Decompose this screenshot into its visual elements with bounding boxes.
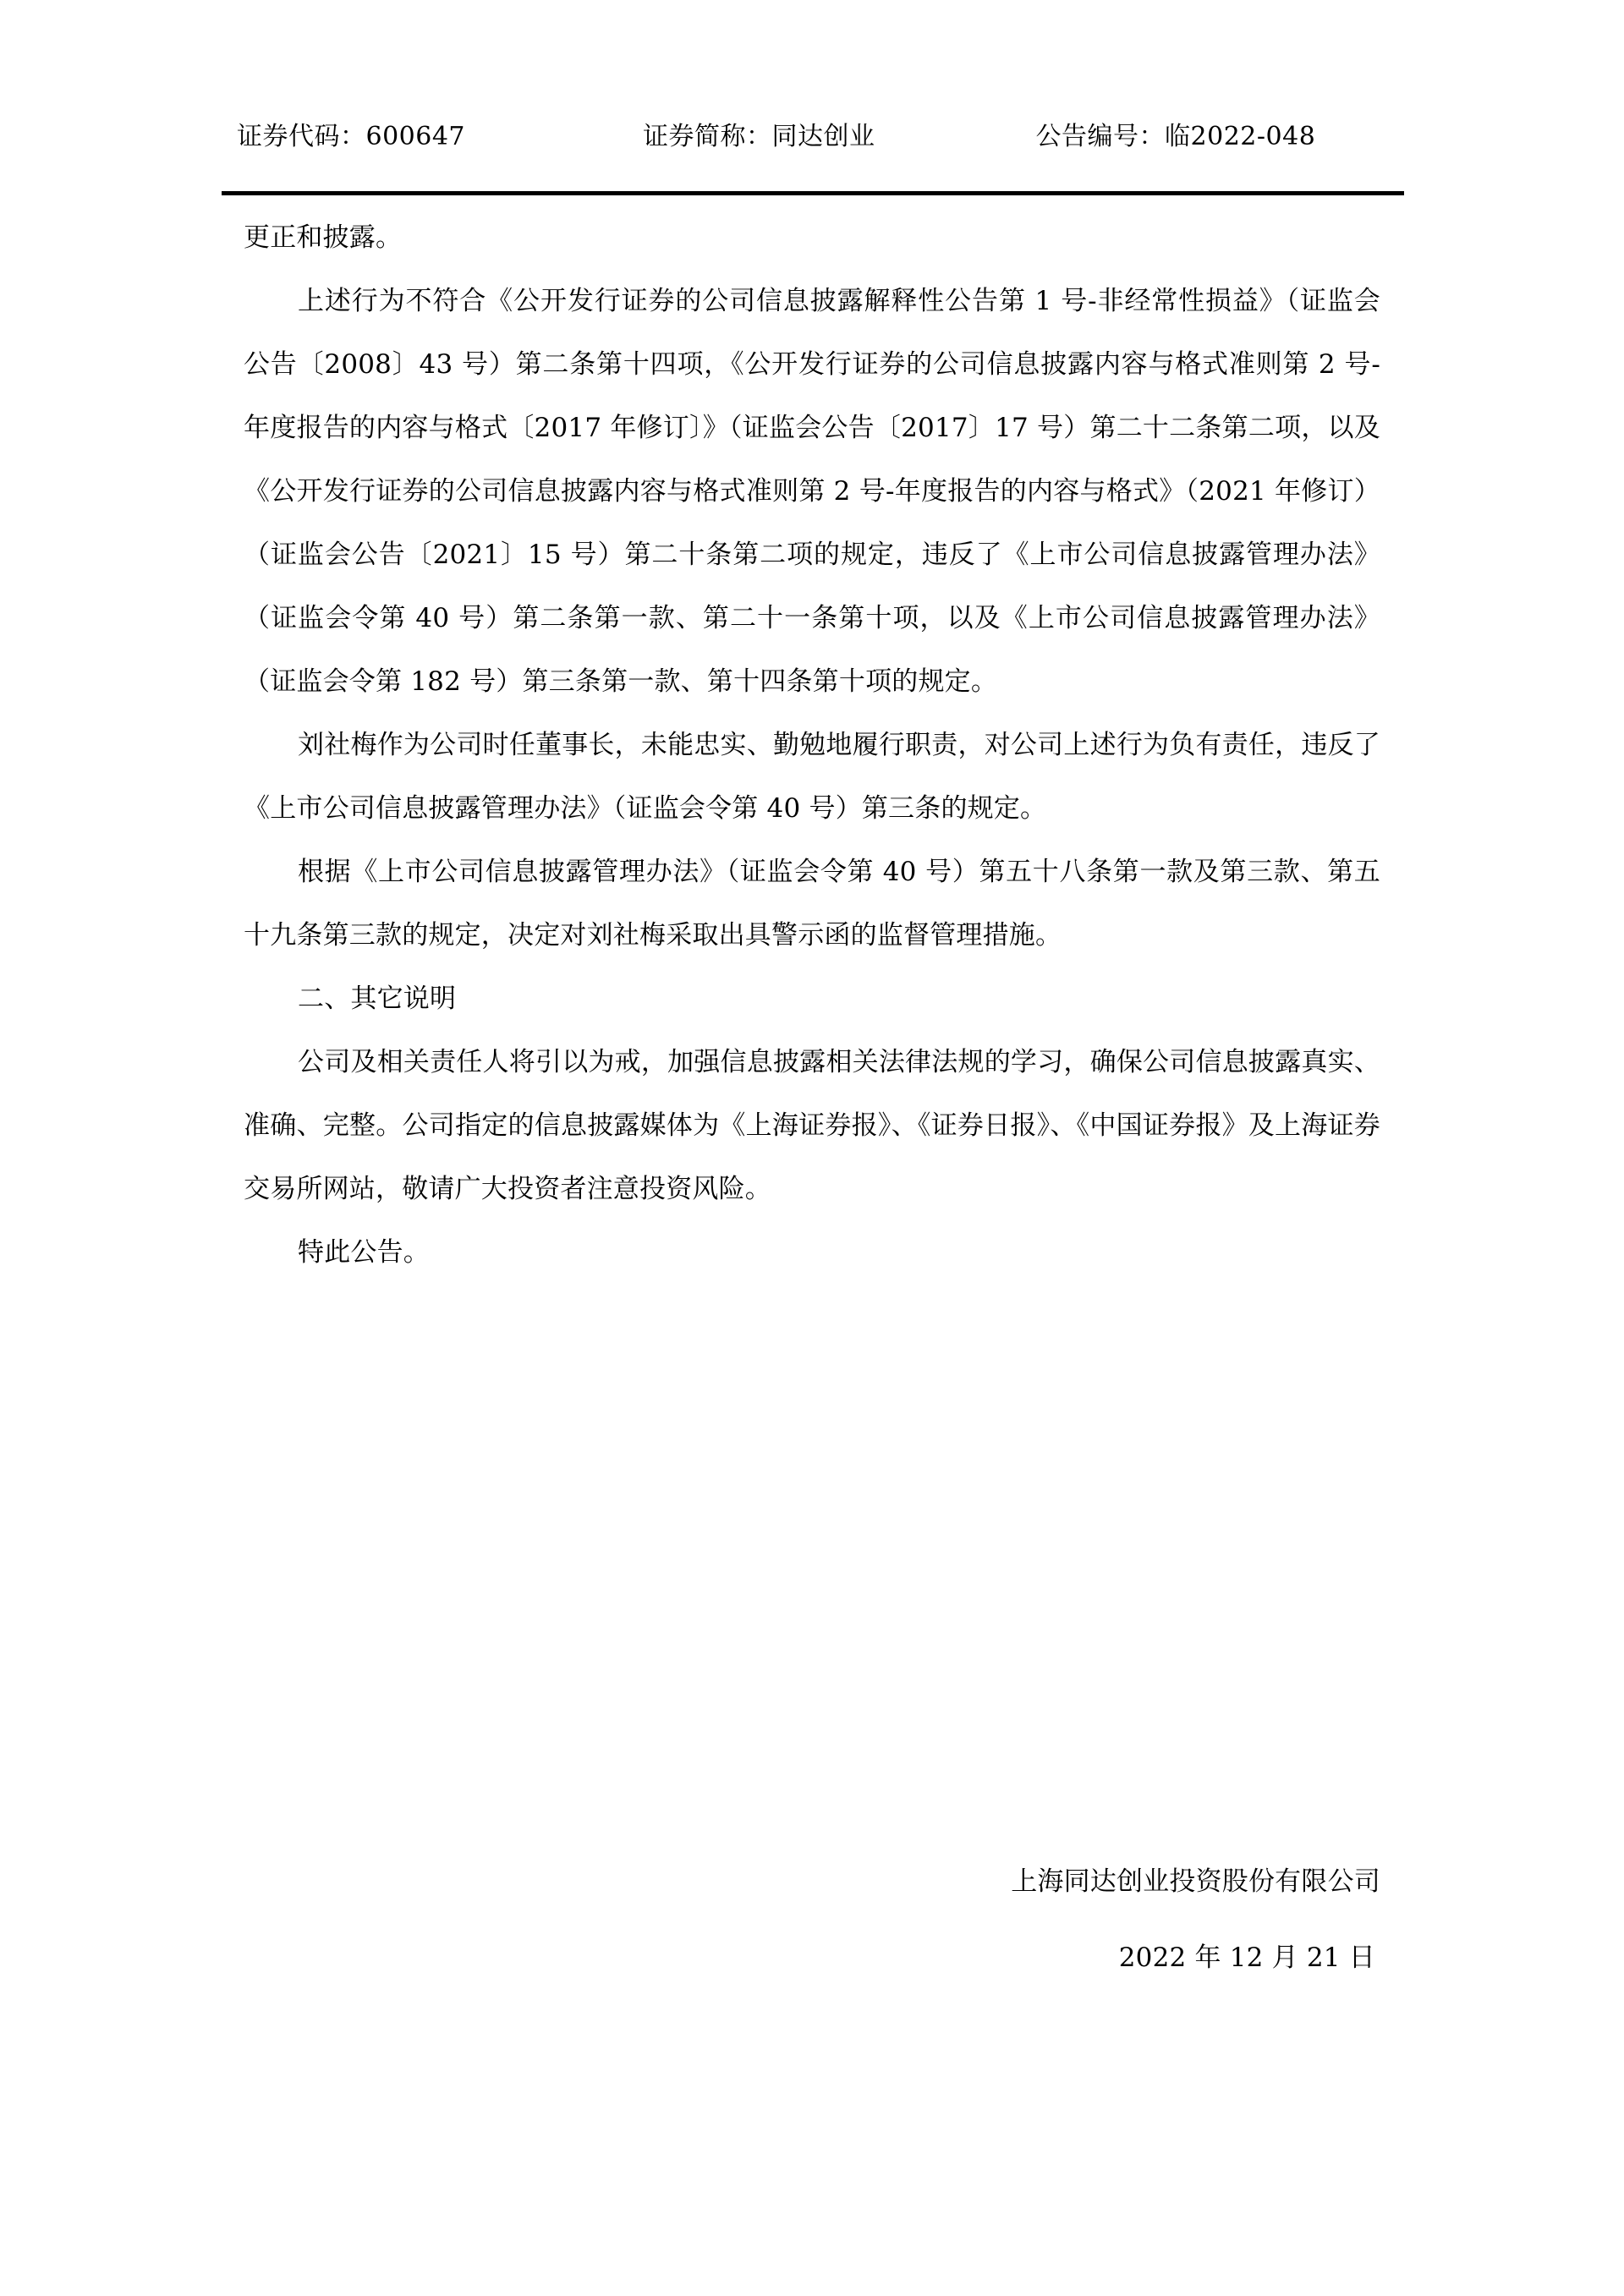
document-header	[222, 118, 1404, 171]
signature-block	[244, 1844, 1380, 1996]
signature-date: 2022 年 12 月 21 日	[1118, 1943, 1375, 1973]
paragraph-violation: 上述行为不符合《公开发行证券的公司信息披露解释性公告第 1 号-非经常性损益》（证监会公告〔2008〕43 号）第二条第十四项，《公开发行证券的公司信息披露内容与格式准则第 2 号-年度报告的内容与格式〔2017 年修订〕》（证监会公告〔2017〕17 号）第二十二条第二项，以及《公开发行证券的公司信息披露内容与格式准则第 2 号-年度报告的内容与格式》（2021 年修订）（证监会公告〔2021〕15 号）第二十条第二项的规定，违反了《上市公司信息披露管理办法》（证监会令第 40 号）第二条第一款、第二十一条第十项，以及《上市公司信息披露管理办法》（证监会令第 182 号）第三条第一款、第十四条第十项的规定。	[244, 286, 1380, 697]
security-abbreviation: 证券简称：同达创业	[643, 122, 875, 151]
continued-sentence: 更正和披露。	[244, 222, 403, 253]
security-code: 证券代码：600647	[237, 122, 466, 151]
signature-company-name: 上海同达创业投资股份有限公司	[1011, 1866, 1380, 1897]
closing-statement: 特此公告。	[298, 1237, 430, 1268]
paragraph-other-explanation: 公司及相关责任人将引以为戒，加强信息披露相关法律法规的学习，确保公司信息披露真实、准确、完整。公司指定的信息披露媒体为《上海证券报》、《证券日报》、《中国证券报》及上海证券交易所网站，敬请广大投资者注意投资风险。	[244, 1047, 1380, 1204]
announcement-number: 公告编号：临2022-048	[1035, 122, 1316, 151]
section-two-heading: 二、其它说明	[298, 984, 457, 1014]
document-body	[244, 206, 1380, 1285]
header-divider	[222, 191, 1404, 195]
paragraph-responsible-person: 刘社梅作为公司时任董事长，未能忠实、勤勉地履行职责，对公司上述行为负有责任，违反了《上市公司信息披露管理办法》（证监会令第 40 号）第三条的规定。	[244, 730, 1380, 824]
paragraph-measure: 根据《上市公司信息披露管理办法》（证监会令第 40 号）第五十八条第一款及第三款、第五十九条第三款的规定，决定对刘社梅采取出具警示函的监督管理措施。	[244, 857, 1380, 951]
